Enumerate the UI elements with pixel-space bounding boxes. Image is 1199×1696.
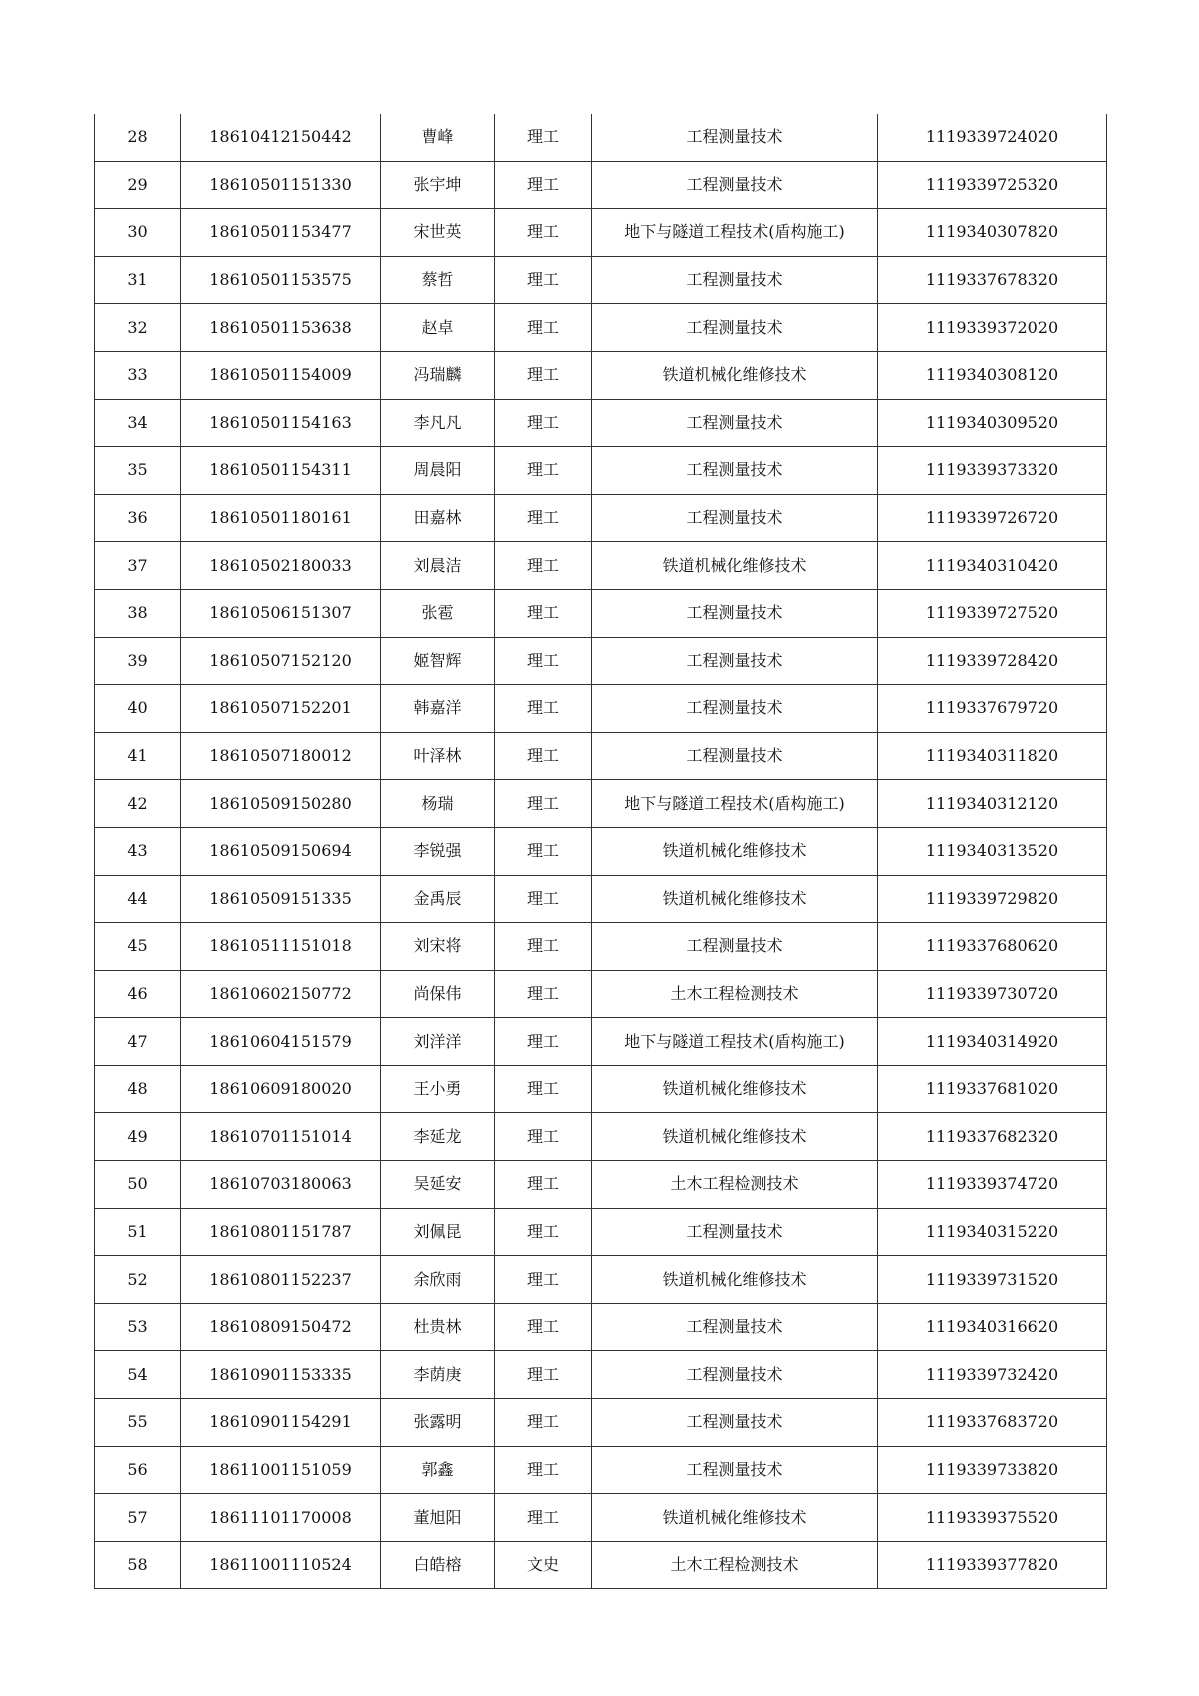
row-number: 49 [95,1113,181,1161]
notice-code-cell: 1119339374720 [878,1161,1107,1209]
notice-code-cell: 1119339732420 [878,1351,1107,1399]
row-number: 31 [95,256,181,304]
exam-id-cell: 18610507152120 [181,637,381,685]
row-number: 57 [95,1494,181,1542]
subject-category-cell: 理工 [495,1065,592,1113]
major-cell: 工程测量技术 [592,589,878,637]
student-name-cell: 张宇坤 [381,161,495,209]
notice-code-cell: 1119340309520 [878,399,1107,447]
notice-code-cell: 1119340311820 [878,732,1107,780]
student-name-cell: 冯瑞麟 [381,351,495,399]
major-cell: 地下与隧道工程技术(盾构施工) [592,780,878,828]
subject-category-cell: 理工 [495,1113,592,1161]
student-name-cell: 尚保伟 [381,970,495,1018]
exam-id-cell: 18610801152237 [181,1256,381,1304]
exam-id-cell: 18610701151014 [181,1113,381,1161]
subject-category-cell: 理工 [495,304,592,352]
major-cell: 工程测量技术 [592,161,878,209]
exam-id-cell: 18610602150772 [181,970,381,1018]
student-name-cell: 宋世英 [381,209,495,257]
table-row [95,1399,1107,1447]
exam-id-cell: 18610501154163 [181,399,381,447]
major-cell: 工程测量技术 [592,114,878,161]
exam-id-cell: 18610604151579 [181,1018,381,1066]
exam-id-cell: 18610901153335 [181,1351,381,1399]
row-number: 35 [95,447,181,495]
student-name-cell: 刘洋洋 [381,1018,495,1066]
subject-category-cell: 理工 [495,1494,592,1542]
student-name-cell: 李延龙 [381,1113,495,1161]
notice-code-cell: 1119340316620 [878,1303,1107,1351]
table-row [95,1303,1107,1351]
row-number: 34 [95,399,181,447]
major-cell: 土木工程检测技术 [592,1161,878,1209]
exam-id-cell: 18610506151307 [181,589,381,637]
subject-category-cell: 理工 [495,542,592,590]
subject-category-cell: 理工 [495,1446,592,1494]
subject-category-cell: 理工 [495,161,592,209]
row-number: 37 [95,542,181,590]
table-row [95,1018,1107,1066]
subject-category-cell: 理工 [495,114,592,161]
table-row [95,399,1107,447]
exam-id-cell: 18610501151330 [181,161,381,209]
notice-code-cell: 1119340310420 [878,542,1107,590]
major-cell: 铁道机械化维修技术 [592,351,878,399]
major-cell: 工程测量技术 [592,447,878,495]
exam-id-cell: 18610809150472 [181,1303,381,1351]
student-name-cell: 曹峰 [381,114,495,161]
notice-code-cell: 1119337680620 [878,923,1107,971]
major-cell: 铁道机械化维修技术 [592,1256,878,1304]
row-number: 51 [95,1208,181,1256]
student-name-cell: 余欣雨 [381,1256,495,1304]
subject-category-cell: 理工 [495,1208,592,1256]
row-number: 53 [95,1303,181,1351]
student-name-cell: 吴延安 [381,1161,495,1209]
table-row [95,351,1107,399]
student-name-cell: 白皓榕 [381,1541,495,1589]
row-number: 28 [95,114,181,161]
subject-category-cell: 理工 [495,589,592,637]
row-number: 39 [95,637,181,685]
exam-id-cell: 18610501153638 [181,304,381,352]
notice-code-cell: 1119339727520 [878,589,1107,637]
notice-code-cell: 1119339733820 [878,1446,1107,1494]
major-cell: 地下与隧道工程技术(盾构施工) [592,1018,878,1066]
major-cell: 工程测量技术 [592,1303,878,1351]
table-row [95,970,1107,1018]
row-number: 56 [95,1446,181,1494]
exam-id-cell: 18610501154311 [181,447,381,495]
exam-id-cell: 18610412150442 [181,114,381,161]
major-cell: 工程测量技术 [592,494,878,542]
table-row [95,875,1107,923]
major-cell: 工程测量技术 [592,1351,878,1399]
major-cell: 土木工程检测技术 [592,970,878,1018]
student-name-cell: 杜贵林 [381,1303,495,1351]
student-name-cell: 张雹 [381,589,495,637]
student-name-cell: 刘宋将 [381,923,495,971]
major-cell: 工程测量技术 [592,732,878,780]
notice-code-cell: 1119340312120 [878,780,1107,828]
row-number: 50 [95,1161,181,1209]
major-cell: 地下与隧道工程技术(盾构施工) [592,209,878,257]
student-name-cell: 赵卓 [381,304,495,352]
table-row [95,1208,1107,1256]
row-number: 46 [95,970,181,1018]
subject-category-cell: 理工 [495,875,592,923]
notice-code-cell: 1119337679720 [878,685,1107,733]
major-cell: 工程测量技术 [592,256,878,304]
major-cell: 工程测量技术 [592,637,878,685]
major-cell: 铁道机械化维修技术 [592,542,878,590]
subject-category-cell: 理工 [495,970,592,1018]
exam-id-cell: 18610501154009 [181,351,381,399]
subject-category-cell: 理工 [495,923,592,971]
notice-code-cell: 1119337682320 [878,1113,1107,1161]
subject-category-cell: 理工 [495,494,592,542]
row-number: 44 [95,875,181,923]
subject-category-cell: 理工 [495,1161,592,1209]
exam-id-cell: 18610501153575 [181,256,381,304]
student-name-cell: 李凡凡 [381,399,495,447]
major-cell: 工程测量技术 [592,923,878,971]
student-name-cell: 李荫庚 [381,1351,495,1399]
student-name-cell: 李锐强 [381,827,495,875]
table-row [95,1256,1107,1304]
student-name-cell: 杨瑞 [381,780,495,828]
table-row [95,827,1107,875]
row-number: 52 [95,1256,181,1304]
row-number: 29 [95,161,181,209]
subject-category-cell: 理工 [495,637,592,685]
student-name-cell: 郭鑫 [381,1446,495,1494]
row-number: 41 [95,732,181,780]
exam-id-cell: 18610901154291 [181,1399,381,1447]
row-number: 30 [95,209,181,257]
notice-code-cell: 1119339377820 [878,1541,1107,1589]
notice-code-cell: 1119339730720 [878,970,1107,1018]
subject-category-cell: 理工 [495,827,592,875]
row-number: 32 [95,304,181,352]
table-row [95,161,1107,209]
subject-category-cell: 理工 [495,1399,592,1447]
major-cell: 工程测量技术 [592,685,878,733]
exam-id-cell: 18611101170008 [181,1494,381,1542]
subject-category-cell: 理工 [495,209,592,257]
table-row [95,542,1107,590]
exam-id-cell: 18610509150280 [181,780,381,828]
notice-code-cell: 1119339373320 [878,447,1107,495]
table-row [95,1494,1107,1542]
exam-id-cell: 18611001151059 [181,1446,381,1494]
notice-code-cell: 1119339724020 [878,114,1107,161]
notice-code-cell: 1119339726720 [878,494,1107,542]
subject-category-cell: 理工 [495,256,592,304]
admission-roster-table [94,114,1107,1589]
exam-id-cell: 18610502180033 [181,542,381,590]
notice-code-cell: 1119337678320 [878,256,1107,304]
table-row [95,1351,1107,1399]
table-row [95,1541,1107,1589]
student-name-cell: 董旭阳 [381,1494,495,1542]
table-row [95,637,1107,685]
table-row [95,685,1107,733]
major-cell: 工程测量技术 [592,1446,878,1494]
major-cell: 工程测量技术 [592,304,878,352]
table-row [95,447,1107,495]
notice-code-cell: 1119339729820 [878,875,1107,923]
major-cell: 铁道机械化维修技术 [592,1494,878,1542]
notice-code-cell: 1119339728420 [878,637,1107,685]
table-row [95,494,1107,542]
row-number: 42 [95,780,181,828]
notice-code-cell: 1119339725320 [878,161,1107,209]
notice-code-cell: 1119340313520 [878,827,1107,875]
notice-code-cell: 1119340308120 [878,351,1107,399]
notice-code-cell: 1119337681020 [878,1065,1107,1113]
table-row [95,1113,1107,1161]
student-name-cell: 金禹辰 [381,875,495,923]
major-cell: 铁道机械化维修技术 [592,1065,878,1113]
exam-id-cell: 18610511151018 [181,923,381,971]
exam-id-cell: 18610501180161 [181,494,381,542]
exam-id-cell: 18610509151335 [181,875,381,923]
major-cell: 铁道机械化维修技术 [592,875,878,923]
subject-category-cell: 理工 [495,780,592,828]
subject-category-cell: 理工 [495,399,592,447]
row-number: 55 [95,1399,181,1447]
major-cell: 铁道机械化维修技术 [592,1113,878,1161]
row-number: 38 [95,589,181,637]
row-number: 45 [95,923,181,971]
subject-category-cell: 理工 [495,685,592,733]
exam-id-cell: 18610507152201 [181,685,381,733]
major-cell: 土木工程检测技术 [592,1541,878,1589]
table-row [95,780,1107,828]
student-name-cell: 张露明 [381,1399,495,1447]
exam-id-cell: 18610801151787 [181,1208,381,1256]
student-name-cell: 田嘉林 [381,494,495,542]
major-cell: 工程测量技术 [592,1208,878,1256]
subject-category-cell: 理工 [495,351,592,399]
exam-id-cell: 18610509150694 [181,827,381,875]
subject-category-cell: 理工 [495,732,592,780]
subject-category-cell: 文史 [495,1541,592,1589]
notice-code-cell: 1119339731520 [878,1256,1107,1304]
subject-category-cell: 理工 [495,1018,592,1066]
subject-category-cell: 理工 [495,1351,592,1399]
table-row [95,209,1107,257]
exam-id-cell: 18610507180012 [181,732,381,780]
student-name-cell: 刘晨洁 [381,542,495,590]
row-number: 33 [95,351,181,399]
table-row [95,114,1107,161]
student-name-cell: 刘佩昆 [381,1208,495,1256]
student-name-cell: 周晨阳 [381,447,495,495]
row-number: 36 [95,494,181,542]
notice-code-cell: 1119340314920 [878,1018,1107,1066]
row-number: 40 [95,685,181,733]
row-number: 54 [95,1351,181,1399]
table-row [95,1065,1107,1113]
student-name-cell: 韩嘉洋 [381,685,495,733]
row-number: 48 [95,1065,181,1113]
notice-code-cell: 1119337683720 [878,1399,1107,1447]
student-name-cell: 叶泽林 [381,732,495,780]
notice-code-cell: 1119339372020 [878,304,1107,352]
table-row [95,1446,1107,1494]
exam-id-cell: 18610609180020 [181,1065,381,1113]
exam-id-cell: 18610703180063 [181,1161,381,1209]
table-row [95,923,1107,971]
student-name-cell: 姬智辉 [381,637,495,685]
table-row [95,1161,1107,1209]
exam-id-cell: 18611001110524 [181,1541,381,1589]
table-row [95,256,1107,304]
subject-category-cell: 理工 [495,1256,592,1304]
subject-category-cell: 理工 [495,447,592,495]
notice-code-cell: 1119340307820 [878,209,1107,257]
roster-body [95,114,1107,1589]
row-number: 43 [95,827,181,875]
major-cell: 工程测量技术 [592,399,878,447]
subject-category-cell: 理工 [495,1303,592,1351]
table-row [95,589,1107,637]
notice-code-cell: 1119339375520 [878,1494,1107,1542]
notice-code-cell: 1119340315220 [878,1208,1107,1256]
major-cell: 铁道机械化维修技术 [592,827,878,875]
exam-id-cell: 18610501153477 [181,209,381,257]
row-number: 47 [95,1018,181,1066]
student-name-cell: 王小勇 [381,1065,495,1113]
table-row [95,732,1107,780]
row-number: 58 [95,1541,181,1589]
major-cell: 工程测量技术 [592,1399,878,1447]
table-row [95,304,1107,352]
student-name-cell: 蔡哲 [381,256,495,304]
